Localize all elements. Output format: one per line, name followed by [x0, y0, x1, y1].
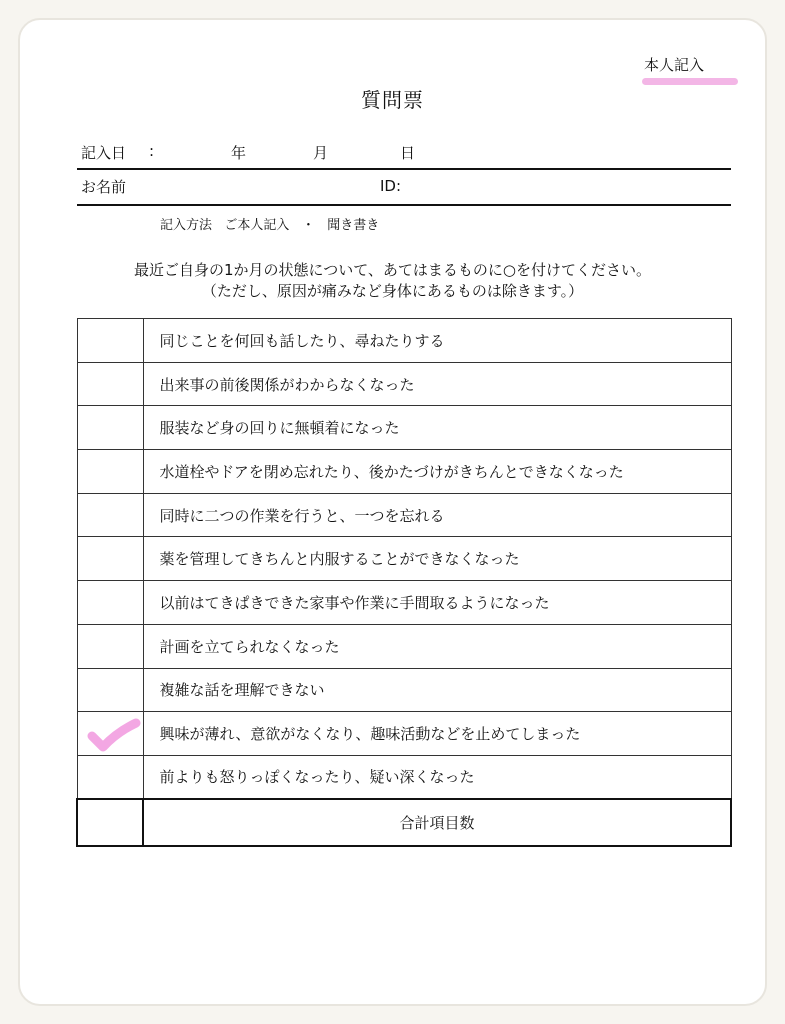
entry-date-label: 記入日	[81, 144, 127, 162]
checklist-row	[77, 319, 731, 363]
checklist-item-text: 薬を管理してきちんと内服することができなくなった	[143, 537, 731, 581]
checklist-item-text: 服装など身の回りに無頓着になった	[143, 406, 731, 450]
check-cell[interactable]	[77, 712, 143, 756]
month-label: 月	[313, 144, 329, 162]
checklist-row	[77, 712, 731, 756]
entry-method-row	[160, 214, 379, 233]
checklist-item-text: 同時に二つの作業を行うと、一つを忘れる	[143, 493, 731, 537]
checklist-row	[77, 581, 731, 625]
entry-method-label: 記入方法	[160, 218, 213, 233]
method-option-interview: 聞き書き	[327, 218, 380, 233]
checklist-row	[77, 406, 731, 450]
method-option-self: ご本人記入	[224, 218, 290, 233]
check-cell[interactable]	[77, 581, 143, 625]
year-label: 年	[231, 144, 247, 162]
total-count-cell[interactable]	[77, 799, 143, 846]
check-cell[interactable]	[77, 362, 143, 406]
divider-top	[77, 168, 731, 170]
day-label: 日	[400, 144, 416, 162]
self-entry-badge: 本人記入	[644, 56, 705, 74]
method-separator: ・	[301, 218, 315, 233]
checklist-row	[77, 537, 731, 581]
checklist-row	[77, 362, 731, 406]
checklist-row	[77, 450, 731, 494]
check-cell[interactable]	[77, 624, 143, 668]
check-cell[interactable]	[77, 755, 143, 799]
page-title: 質問票	[361, 88, 424, 112]
checklist-item-text: 前よりも怒りっぽくなったり、疑い深くなった	[143, 755, 731, 799]
checklist-row	[77, 624, 731, 668]
id-label: ID:	[380, 177, 402, 195]
name-label: お名前	[81, 178, 127, 196]
checkmark-icon	[84, 716, 142, 752]
checklist-item-text: 興味が薄れ、意欲がなくなり、趣味活動などを止めてしまった	[143, 712, 731, 756]
check-cell[interactable]	[77, 493, 143, 537]
checklist-item-text: 出来事の前後関係がわからなくなった	[143, 362, 731, 406]
instructions-line-1: 最近ご自身の1か月の状態について、あてはまるものに○を付けてください。	[133, 261, 652, 279]
checklist-row	[77, 493, 731, 537]
total-row	[77, 799, 731, 846]
checklist-item-text: 計画を立てられなくなった	[143, 624, 731, 668]
entry-date-colon: :	[149, 142, 155, 160]
instructions-line-2: （ただし、原因が痛みなど身体にあるものは除きます。）	[201, 282, 584, 300]
checklist-row	[77, 668, 731, 712]
divider-bottom	[77, 204, 731, 206]
checklist-item-text: 同じことを何回も話したり、尋ねたりする	[143, 319, 731, 363]
check-cell[interactable]	[77, 406, 143, 450]
total-label: 合計項目数	[143, 799, 731, 846]
checklist-item-text: 複雑な話を理解できない	[143, 668, 731, 712]
checklist-row	[77, 755, 731, 799]
check-cell[interactable]	[77, 668, 143, 712]
check-cell[interactable]	[77, 450, 143, 494]
checklist-table	[76, 318, 732, 847]
checklist-item-text: 以前はてきぱきできた家事や作業に手間取るようになった	[143, 581, 731, 625]
check-cell[interactable]	[77, 319, 143, 363]
check-cell[interactable]	[77, 537, 143, 581]
checklist-item-text: 水道栓やドアを閉め忘れたり、後かたづけがきちんとできなくなった	[143, 450, 731, 494]
